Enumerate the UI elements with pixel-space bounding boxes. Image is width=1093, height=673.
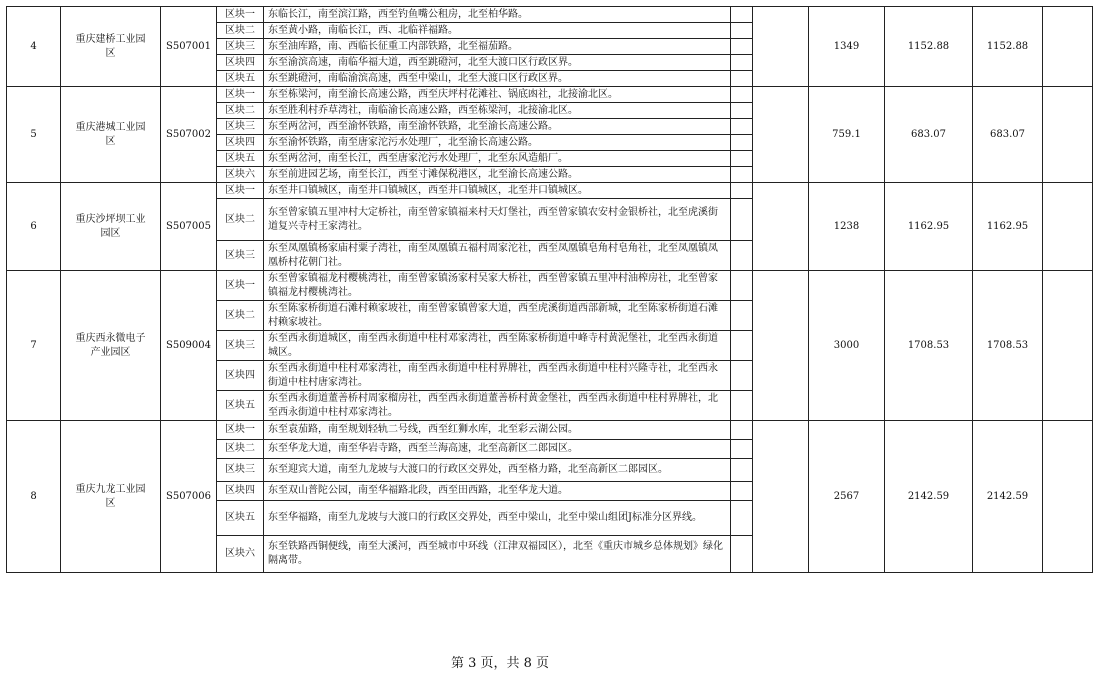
empty-cell <box>731 199 753 241</box>
table-row <box>7 87 1093 103</box>
planned-area-cell: 1238 <box>809 183 885 271</box>
block-label-cell: 区块五 <box>217 501 264 536</box>
park-name-cell: 重庆九龙工业园区 <box>61 421 161 573</box>
planned-area-cell: 759.1 <box>809 87 885 183</box>
empty-cell <box>731 183 753 199</box>
empty-cell <box>731 135 753 151</box>
empty-cell <box>731 7 753 23</box>
empty-cell <box>731 482 753 501</box>
empty-cell <box>753 183 809 271</box>
block-label-cell: 区块五 <box>217 391 264 421</box>
block-boundary-cell: 东至曾家镇福龙村樱桃湾社，南至曾家镇汤家村吴家大桥社，西至曾家镇五里冲村油榨房社，北至曾家镇福龙村樱桃湾社。 <box>264 271 731 301</box>
table-row <box>7 183 1093 199</box>
park-code-cell: S507001 <box>161 7 217 87</box>
page-footer: 第 3 页，共 8 页 <box>450 656 550 671</box>
empty-cell <box>731 103 753 119</box>
park-code-cell: S507002 <box>161 87 217 183</box>
area-cell: 1708.53 <box>973 271 1043 421</box>
planned-area-cell: 3000 <box>809 271 885 421</box>
block-label-cell: 区块四 <box>217 135 264 151</box>
empty-cell <box>731 167 753 183</box>
block-boundary-cell: 东临长江，南至滨江路，西至钓鱼嘴公租房，北至柏华路。 <box>264 7 731 23</box>
park-index-cell: 7 <box>7 271 61 421</box>
area-cell: 683.07 <box>973 87 1043 183</box>
block-boundary-cell: 东至双山普陀公园，南至华福路北段，西至田西路，北至华龙大道。 <box>264 482 731 501</box>
empty-cell <box>731 331 753 361</box>
park-name-cell: 重庆沙坪坝工业园区 <box>61 183 161 271</box>
park-index-cell: 8 <box>7 421 61 573</box>
empty-cell <box>753 271 809 421</box>
block-boundary-cell: 东至渝怀铁路，南至唐家沱污水处理厂，北至渝长高速公路。 <box>264 135 731 151</box>
empty-cell <box>731 271 753 301</box>
empty-cell <box>731 440 753 459</box>
empty-cell <box>731 241 753 271</box>
planned-area-cell: 2567 <box>809 421 885 573</box>
empty-cell <box>731 119 753 135</box>
park-name-cell: 重庆建桥工业园区 <box>61 7 161 87</box>
empty-cell <box>731 391 753 421</box>
block-boundary-cell: 东至两岔河，西至渝怀铁路，南至渝怀铁路，北至渝长高速公路。 <box>264 119 731 135</box>
block-label-cell: 区块四 <box>217 55 264 71</box>
block-boundary-cell: 东至井口镇城区，南至井口镇城区，西至井口镇城区，北至井口镇城区。 <box>264 183 731 199</box>
block-boundary-cell: 东至铁路西铜便线，南至大溪河，西至城市中环线（江津双福园区），北至《重庆市城乡总体规划》绿化隔离带。 <box>264 536 731 573</box>
block-label-cell: 区块二 <box>217 440 264 459</box>
empty-cell <box>731 39 753 55</box>
block-boundary-cell: 东至迎宾大道，南至九龙坡与大渡口的行政区交界处，西至格力路，北至高新区二郎园区。 <box>264 459 731 482</box>
block-boundary-cell: 东至西永街道中柱村邓家湾社，南至西永街道中柱村界牌社，西至西永街道中柱村兴隆寺社，北至西永街道中柱村唐家湾社。 <box>264 361 731 391</box>
park-boundary-table <box>6 6 1093 573</box>
empty-cell <box>1043 271 1093 421</box>
block-boundary-cell: 东至前进园艺场，南至长江，西至寸滩保税港区，北至渝长高速公路。 <box>264 167 731 183</box>
empty-cell <box>731 301 753 331</box>
block-boundary-cell: 东至黄小路，南临长江，西、北临祥福路。 <box>264 23 731 39</box>
empty-cell <box>731 71 753 87</box>
empty-cell <box>731 536 753 573</box>
block-boundary-cell: 东至栋梁河，南至渝长高速公路，西至庆坪村花滩社、锅底凼社，北接渝北区。 <box>264 87 731 103</box>
area-cell: 1708.53 <box>885 271 973 421</box>
block-boundary-cell: 东至胜利村乔草湾社，南临渝长高速公路，西至栋梁河，北接渝北区。 <box>264 103 731 119</box>
empty-cell <box>731 151 753 167</box>
area-cell: 2142.59 <box>885 421 973 573</box>
block-label-cell: 区块一 <box>217 183 264 199</box>
table-row <box>7 7 1093 23</box>
empty-cell <box>731 361 753 391</box>
empty-cell <box>731 501 753 536</box>
empty-cell <box>753 7 809 87</box>
empty-cell <box>731 87 753 103</box>
park-index-cell: 4 <box>7 7 61 87</box>
block-label-cell: 区块一 <box>217 87 264 103</box>
block-label-cell: 区块三 <box>217 241 264 271</box>
block-boundary-cell: 东至西永街道城区，南至西永街道中柱村邓家湾社，西至陈家桥街道中峰寺村黄泥堡社，北至西永街道城区。 <box>264 331 731 361</box>
block-label-cell: 区块三 <box>217 331 264 361</box>
empty-cell <box>731 459 753 482</box>
block-boundary-cell: 东至跳磴河，南临渝滨高速，西至中梁山，北至大渡口区行政区界。 <box>264 71 731 87</box>
block-label-cell: 区块六 <box>217 167 264 183</box>
block-label-cell: 区块二 <box>217 103 264 119</box>
block-label-cell: 区块六 <box>217 536 264 573</box>
block-label-cell: 区块三 <box>217 119 264 135</box>
area-cell: 683.07 <box>885 87 973 183</box>
block-label-cell: 区块二 <box>217 199 264 241</box>
area-cell: 2142.59 <box>973 421 1043 573</box>
block-label-cell: 区块四 <box>217 482 264 501</box>
block-label-cell: 区块三 <box>217 459 264 482</box>
block-label-cell: 区块二 <box>217 23 264 39</box>
planned-area-cell: 1349 <box>809 7 885 87</box>
empty-cell <box>1043 183 1093 271</box>
block-boundary-cell: 东至华福路，南至九龙坡与大渡口的行政区交界处，西至中梁山，北至中梁山组团J标准分区界线。 <box>264 501 731 536</box>
block-boundary-cell: 东至油库路，南、西临长征重工内部铁路，北至福茄路。 <box>264 39 731 55</box>
empty-cell <box>1043 87 1093 183</box>
block-boundary-cell: 东至曾家镇五里冲村大定桥社，南至曾家镇福来村天灯堡社，西至曾家镇农安村金银桥社，北至虎溪街道复兴寺村王家湾社。 <box>264 199 731 241</box>
empty-cell <box>731 55 753 71</box>
block-boundary-cell: 东至凤凰镇杨家庙村粟子湾社，南至凤凰镇五福村周家沱社，西至凤凰镇皂角村皂角社，北至凤凰镇凤凰桥村花朝门社。 <box>264 241 731 271</box>
block-boundary-cell: 东至渝滨高速，南临华福大道，西至跳磴河，北至大渡口区行政区界。 <box>264 55 731 71</box>
area-cell: 1152.88 <box>973 7 1043 87</box>
block-label-cell: 区块一 <box>217 7 264 23</box>
area-cell: 1162.95 <box>973 183 1043 271</box>
block-label-cell: 区块一 <box>217 421 264 440</box>
park-code-cell: S507006 <box>161 421 217 573</box>
block-boundary-cell: 东至华龙大道，南至华岩寺路，西至兰海高速，北至高新区二郎园区。 <box>264 440 731 459</box>
block-label-cell: 区块一 <box>217 271 264 301</box>
block-boundary-cell: 东至西永街道董善桥村周家榴房社，西至西永街道董善桥村黄金堡社，西至西永街道中柱村界牌社，北至西永街道中柱村邓家湾社。 <box>264 391 731 421</box>
empty-cell <box>753 87 809 183</box>
block-boundary-cell: 东至陈家桥街道石滩村赖家坡社，南至曾家镇曾家大道，西至虎溪街道西部新城，北至陈家桥街道石滩村赖家坡社。 <box>264 301 731 331</box>
empty-cell <box>1043 7 1093 87</box>
park-code-cell: S507005 <box>161 183 217 271</box>
block-boundary-cell: 东至袁茄路，南至规划轻轨二号线，西至红狮水库，北至彩云湖公园。 <box>264 421 731 440</box>
block-label-cell: 区块五 <box>217 151 264 167</box>
block-label-cell: 区块四 <box>217 361 264 391</box>
park-index-cell: 6 <box>7 183 61 271</box>
park-name-cell: 重庆西永微电子产业园区 <box>61 271 161 421</box>
table-row <box>7 271 1093 301</box>
park-code-cell: S509004 <box>161 271 217 421</box>
table-row <box>7 421 1093 440</box>
empty-cell <box>731 421 753 440</box>
park-name-cell: 重庆港城工业园区 <box>61 87 161 183</box>
empty-cell <box>1043 421 1093 573</box>
area-cell: 1162.95 <box>885 183 973 271</box>
empty-cell <box>753 421 809 573</box>
block-label-cell: 区块二 <box>217 301 264 331</box>
park-index-cell: 5 <box>7 87 61 183</box>
empty-cell <box>731 23 753 39</box>
block-boundary-cell: 东至两岔河，南至长江，西至唐家沱污水处理厂，北至东风造船厂。 <box>264 151 731 167</box>
block-label-cell: 区块三 <box>217 39 264 55</box>
block-label-cell: 区块五 <box>217 71 264 87</box>
area-cell: 1152.88 <box>885 7 973 87</box>
